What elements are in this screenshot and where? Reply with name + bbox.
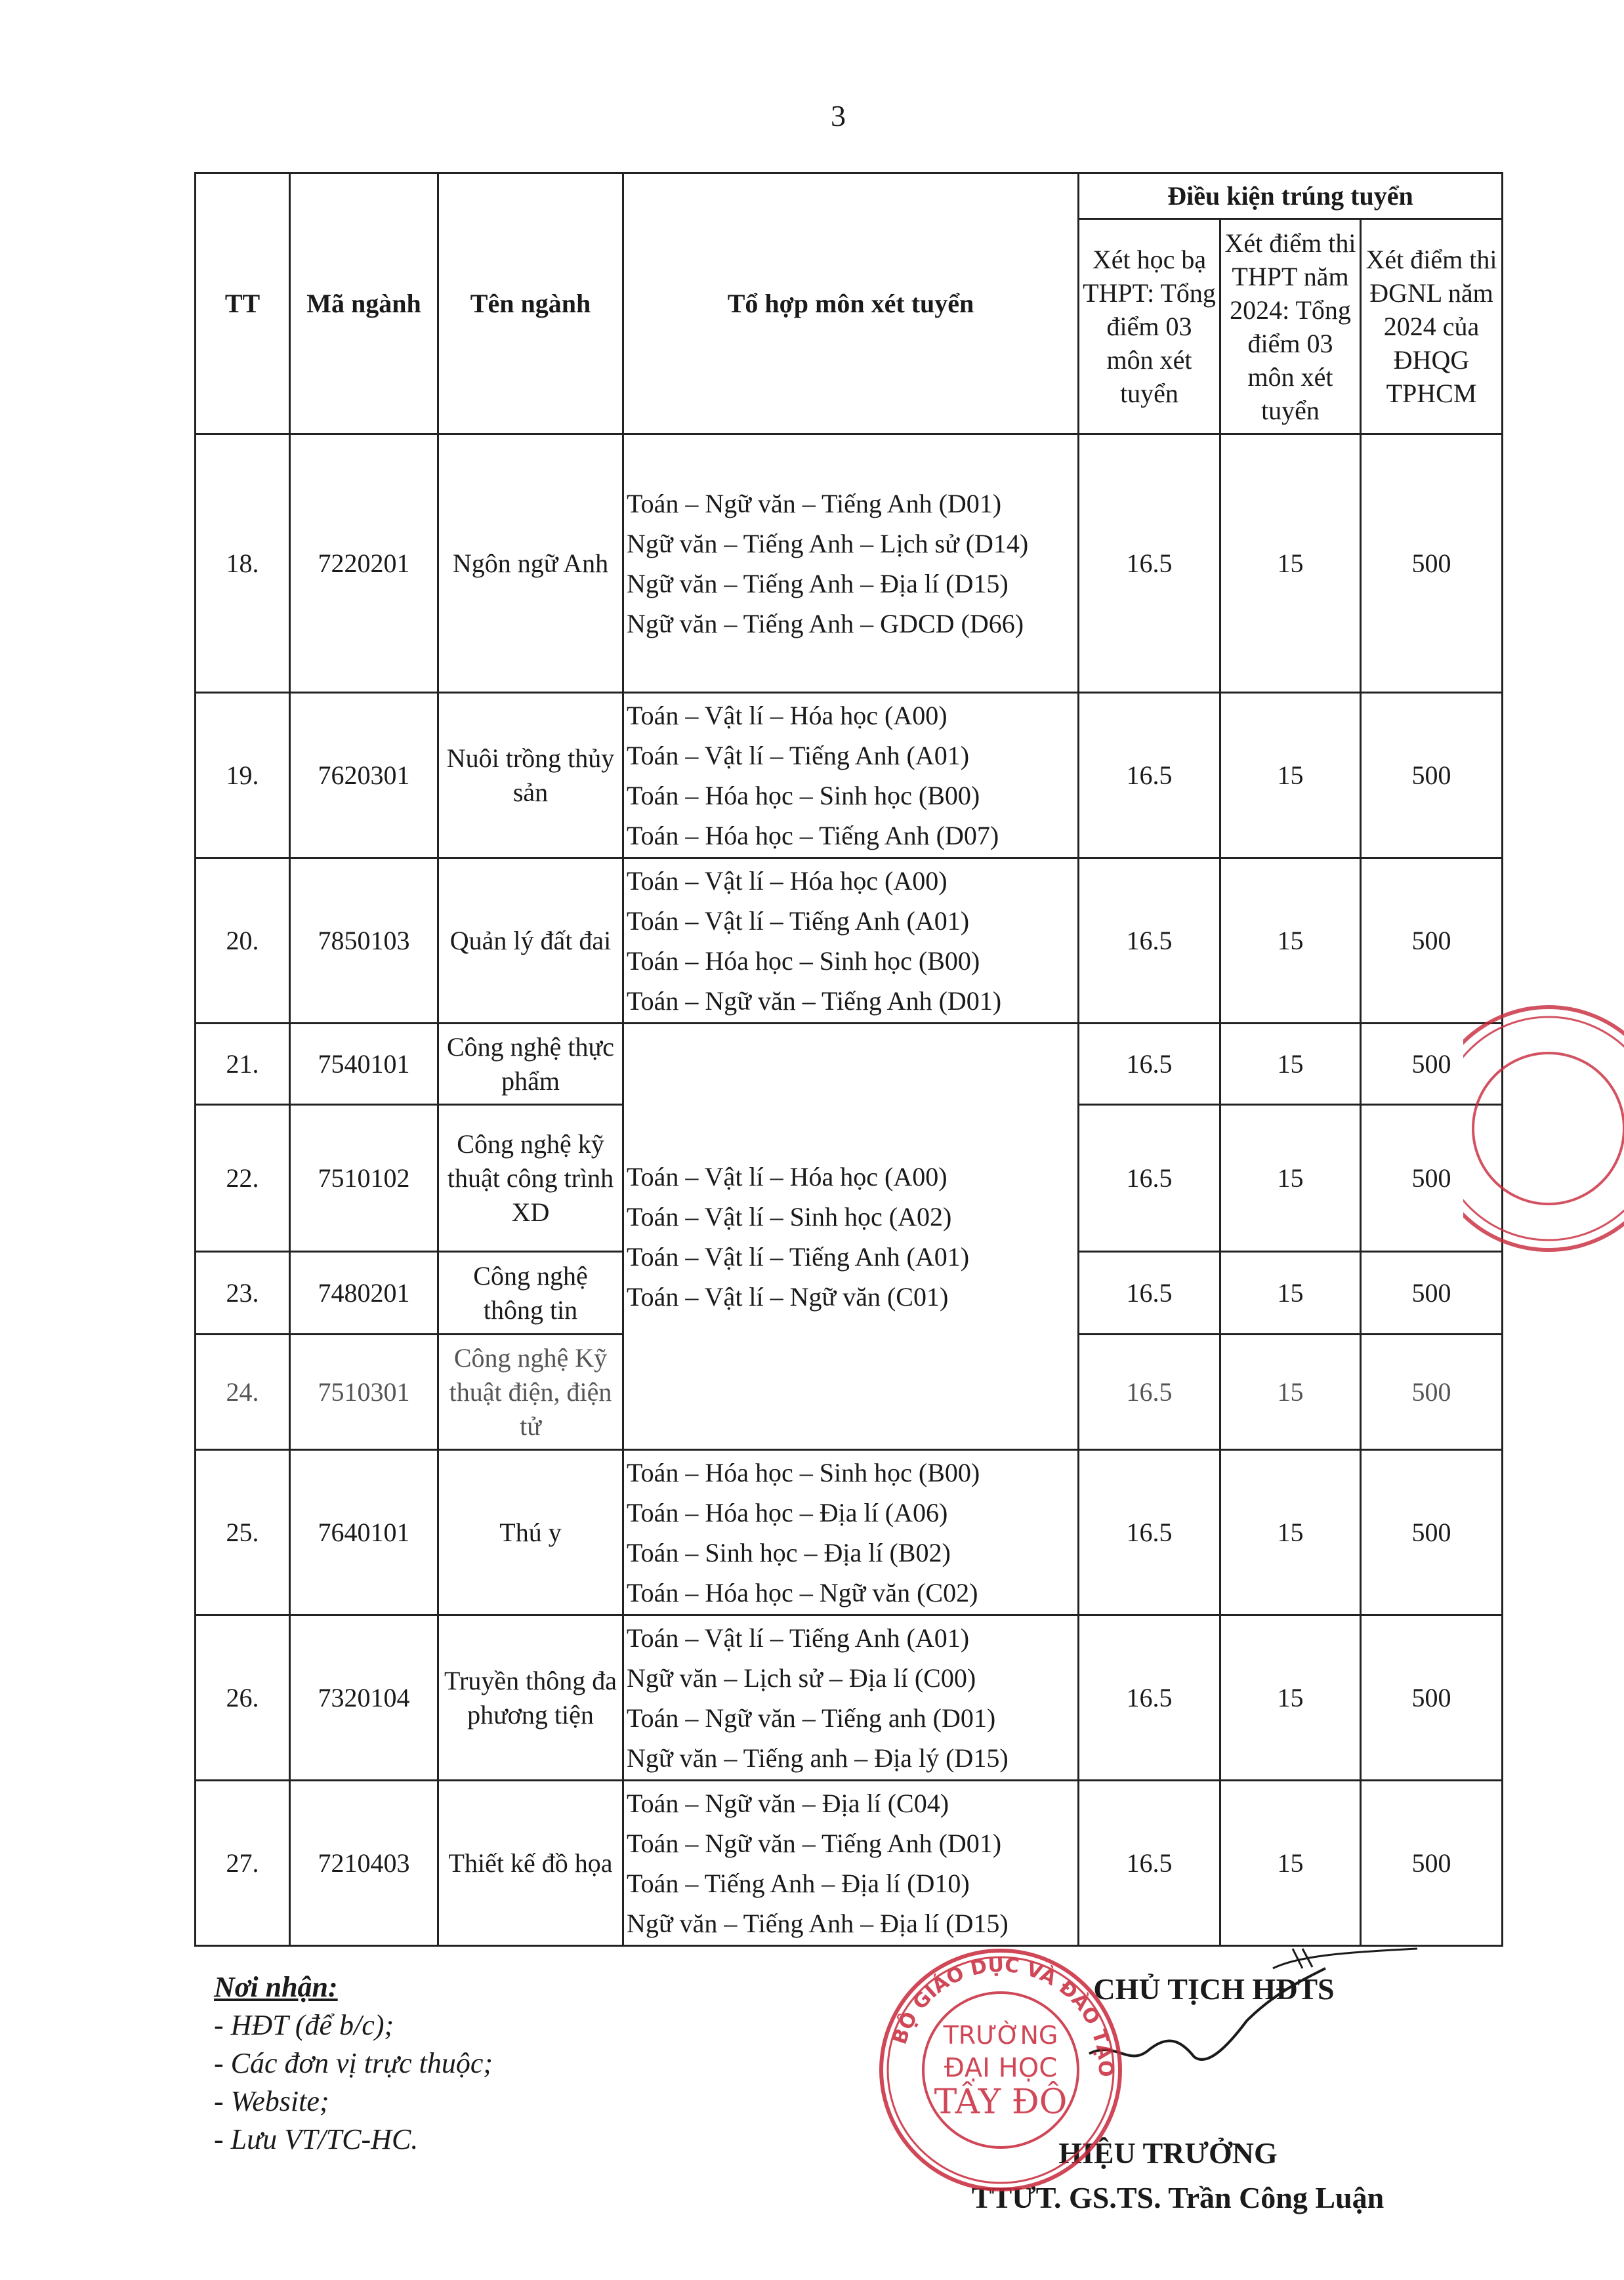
row-score-transcript: 16.5	[1079, 434, 1220, 693]
seal-outer-text: BỘ GIÁO DỤC VÀ ĐÀO TẠO	[888, 1953, 1117, 2077]
row-tt: 26.	[196, 1615, 290, 1781]
row-score-thpt: 15	[1220, 1105, 1361, 1252]
combo-line: Toán – Vật lí – Tiếng Anh (A01)	[627, 740, 970, 770]
combo-line: Toán – Vật lí – Tiếng Anh (A01)	[627, 1241, 970, 1272]
row-score-transcript: 16.5	[1079, 1335, 1220, 1450]
combo-line: Toán – Ngữ văn – Tiếng anh (D01)	[627, 1703, 996, 1733]
row-tt: 27.	[196, 1781, 290, 1946]
row-major: Công nghệ Kỹ thuật điện, điện tử	[438, 1335, 623, 1450]
row-score-dgnl: 500	[1361, 1252, 1503, 1335]
recipients-title: Nơi nhận:	[214, 1971, 338, 2003]
row-score-dgnl: 500	[1361, 1450, 1503, 1615]
page-number: 3	[831, 99, 846, 133]
row-score-thpt: 15	[1220, 1252, 1361, 1335]
row-score-transcript: 16.5	[1079, 1450, 1220, 1615]
row-score-thpt: 15	[1220, 1335, 1361, 1450]
combo-line: Toán – Vật lí – Ngữ văn (C01)	[627, 1281, 949, 1312]
row-score-dgnl: 500	[1361, 1105, 1503, 1252]
row-tt: 25.	[196, 1450, 290, 1615]
combo-line: Toán – Ngữ văn – Tiếng Anh (D01)	[627, 1828, 1002, 1858]
combo-line: Ngữ văn – Tiếng Anh – GDCD (D66)	[627, 608, 1024, 638]
combo-line: Ngữ văn – Tiếng Anh – Địa lí (D15)	[627, 1908, 1009, 1938]
combo-line: Toán – Sinh học – Địa lí (B02)	[627, 1537, 951, 1567]
row-tt: 18.	[196, 434, 290, 693]
row-major: Thú y	[438, 1450, 623, 1615]
handwritten-signature	[1076, 1942, 1430, 2113]
row-score-transcript: 16.5	[1079, 1024, 1220, 1105]
row-score-thpt: 15	[1220, 1781, 1361, 1946]
row-score-dgnl: 500	[1361, 434, 1503, 693]
row-tt: 19.	[196, 693, 290, 858]
combo-line: Toán – Vật lí – Tiếng Anh (A01)	[627, 905, 970, 936]
header-combos: Tổ hợp môn xét tuyển	[623, 173, 1079, 434]
row-score-transcript: 16.5	[1079, 1781, 1220, 1946]
row-score-dgnl: 500	[1361, 858, 1503, 1024]
header-code: Mã ngành	[290, 173, 438, 434]
row-score-transcript: 16.5	[1079, 1252, 1220, 1335]
admission-table	[194, 172, 1503, 1947]
row-major: Nuôi trồng thủy sản	[438, 693, 623, 858]
row-score-dgnl: 500	[1361, 693, 1503, 858]
table-row	[196, 1450, 1503, 1615]
row-combos	[623, 1781, 1079, 1946]
row-score-dgnl: 500	[1361, 1781, 1503, 1946]
recipient-item: - Các đơn vị trực thuộc;	[214, 2047, 493, 2079]
row-code: 7640101	[290, 1450, 438, 1615]
combo-line: Toán – Hóa học – Ngữ văn (C02)	[627, 1577, 978, 1607]
recipient-item: - Lưu VT/TC-HC.	[214, 2123, 419, 2155]
university-seal	[876, 1945, 1125, 2195]
row-score-thpt: 15	[1220, 1024, 1361, 1105]
combo-line: Toán – Hóa học – Địa lí (A06)	[627, 1497, 948, 1527]
combo-line: Toán – Vật lí – Hóa học (A00)	[627, 700, 947, 730]
row-major: Công nghệ kỹ thuật công trình XD	[438, 1105, 623, 1252]
table-row	[196, 1781, 1503, 1946]
table-row	[196, 1024, 1503, 1105]
combo-line: Toán – Vật lí – Sinh học (A02)	[627, 1201, 952, 1232]
signer-role-rector: HIỆU TRƯỞNG	[1058, 2136, 1278, 2170]
combo-line: Toán – Hóa học – Sinh học (B00)	[627, 780, 980, 810]
seal-line: TÂY ĐÔ	[934, 2083, 1068, 2122]
row-tt: 21.	[196, 1024, 290, 1105]
row-tt: 20.	[196, 858, 290, 1024]
row-major: Công nghệ thực phẩm	[438, 1024, 623, 1105]
row-code: 7850103	[290, 858, 438, 1024]
row-code: 7220201	[290, 434, 438, 693]
row-score-thpt: 15	[1220, 858, 1361, 1024]
combo-line: Ngữ văn – Lịch sử – Địa lí (C00)	[627, 1663, 976, 1693]
row-combos	[623, 693, 1079, 858]
combo-line: Toán – Vật lí – Tiếng Anh (A01)	[627, 1623, 970, 1653]
combo-line: Toán – Vật lí – Hóa học (A00)	[627, 865, 947, 896]
row-score-dgnl: 500	[1361, 1335, 1503, 1450]
table-row	[196, 858, 1503, 1024]
table-row	[196, 1615, 1503, 1781]
combo-line: Toán – Hóa học – Tiếng Anh (D07)	[627, 820, 999, 850]
combo-line: Toán – Ngữ văn – Tiếng Anh (D01)	[627, 985, 1002, 1016]
row-tt: 22.	[196, 1105, 290, 1252]
combo-line: Toán – Ngữ văn – Tiếng Anh (D01)	[627, 488, 1002, 518]
combo-line: Ngữ văn – Tiếng Anh – Địa lí (D15)	[627, 568, 1009, 598]
row-combos	[623, 1615, 1079, 1781]
header-cond-thpt: Xét điểm thi THPT năm 2024: Tổng điểm 03 môn xét tuyển	[1220, 219, 1361, 434]
row-score-transcript: 16.5	[1079, 1105, 1220, 1252]
recipient-item: - HĐT (để b/c);	[214, 2009, 394, 2041]
combo-line: Toán – Tiếng Anh – Địa lí (D10)	[627, 1868, 970, 1898]
combo-line: Ngữ văn – Tiếng anh – Địa lý (D15)	[627, 1743, 1009, 1773]
row-score-dgnl: 500	[1361, 1024, 1503, 1105]
row-tt: 24.	[196, 1335, 290, 1450]
row-major: Thiết kế đồ họa	[438, 1781, 623, 1946]
combo-line: Toán – Hóa học – Sinh học (B00)	[627, 1457, 980, 1487]
row-score-transcript: 16.5	[1079, 858, 1220, 1024]
signer-name: TTƯT. GS.TS. Trần Công Luận	[971, 2181, 1385, 2214]
combo-line: Toán – Vật lí – Hóa học (A00)	[627, 1161, 947, 1192]
row-code: 7210403	[290, 1781, 438, 1946]
row-major: Công nghệ thông tin	[438, 1252, 623, 1335]
row-code: 7320104	[290, 1615, 438, 1781]
combo-line: Toán – Ngữ văn – Địa lí (C04)	[627, 1788, 949, 1818]
row-major: Quản lý đất đai	[438, 858, 623, 1024]
seal-line: ĐẠI HỌC	[944, 2053, 1058, 2083]
recipients-block	[214, 1968, 493, 2159]
header-major: Tên ngành	[438, 173, 623, 434]
row-major: Ngôn ngữ Anh	[438, 434, 623, 693]
row-score-thpt: 15	[1220, 434, 1361, 693]
header-cond-dgnl: Xét điểm thi ĐGNL năm 2024 của ĐHQG TPHCM	[1361, 219, 1503, 434]
row-major: Truyền thông đa phương tiện	[438, 1615, 623, 1781]
header-cond-transcript: Xét học bạ THPT: Tổng điểm 03 môn xét tuyển	[1079, 219, 1220, 434]
row-score-transcript: 16.5	[1079, 693, 1220, 858]
row-tt: 23.	[196, 1252, 290, 1335]
header-tt: TT	[196, 173, 290, 434]
seal-line: TRƯỜNG	[943, 2021, 1058, 2050]
table-row	[196, 434, 1503, 693]
recipient-item: - Website;	[214, 2085, 329, 2117]
combo-line: Toán – Hóa học – Sinh học (B00)	[627, 945, 980, 976]
shared-combos	[623, 1024, 1079, 1450]
row-score-transcript: 16.5	[1079, 1615, 1220, 1781]
table-row	[196, 693, 1503, 858]
combo-line: Ngữ văn – Tiếng Anh – Lịch sử (D14)	[627, 528, 1029, 558]
row-code: 7510102	[290, 1105, 438, 1252]
row-code: 7540101	[290, 1024, 438, 1105]
row-code: 7480201	[290, 1252, 438, 1335]
row-score-thpt: 15	[1220, 1615, 1361, 1781]
partial-seal-stamp	[1463, 991, 1624, 1266]
row-code: 7620301	[290, 693, 438, 858]
row-combos	[623, 434, 1079, 693]
signer-role-council: CHỦ TỊCH HĐTS	[1093, 1972, 1335, 2006]
row-score-dgnl: 500	[1361, 1615, 1503, 1781]
header-conditions: Điều kiện trúng tuyển	[1079, 173, 1503, 219]
row-combos	[623, 1450, 1079, 1615]
row-score-thpt: 15	[1220, 693, 1361, 858]
row-score-thpt: 15	[1220, 1450, 1361, 1615]
row-combos	[623, 858, 1079, 1024]
row-code: 7510301	[290, 1335, 438, 1450]
